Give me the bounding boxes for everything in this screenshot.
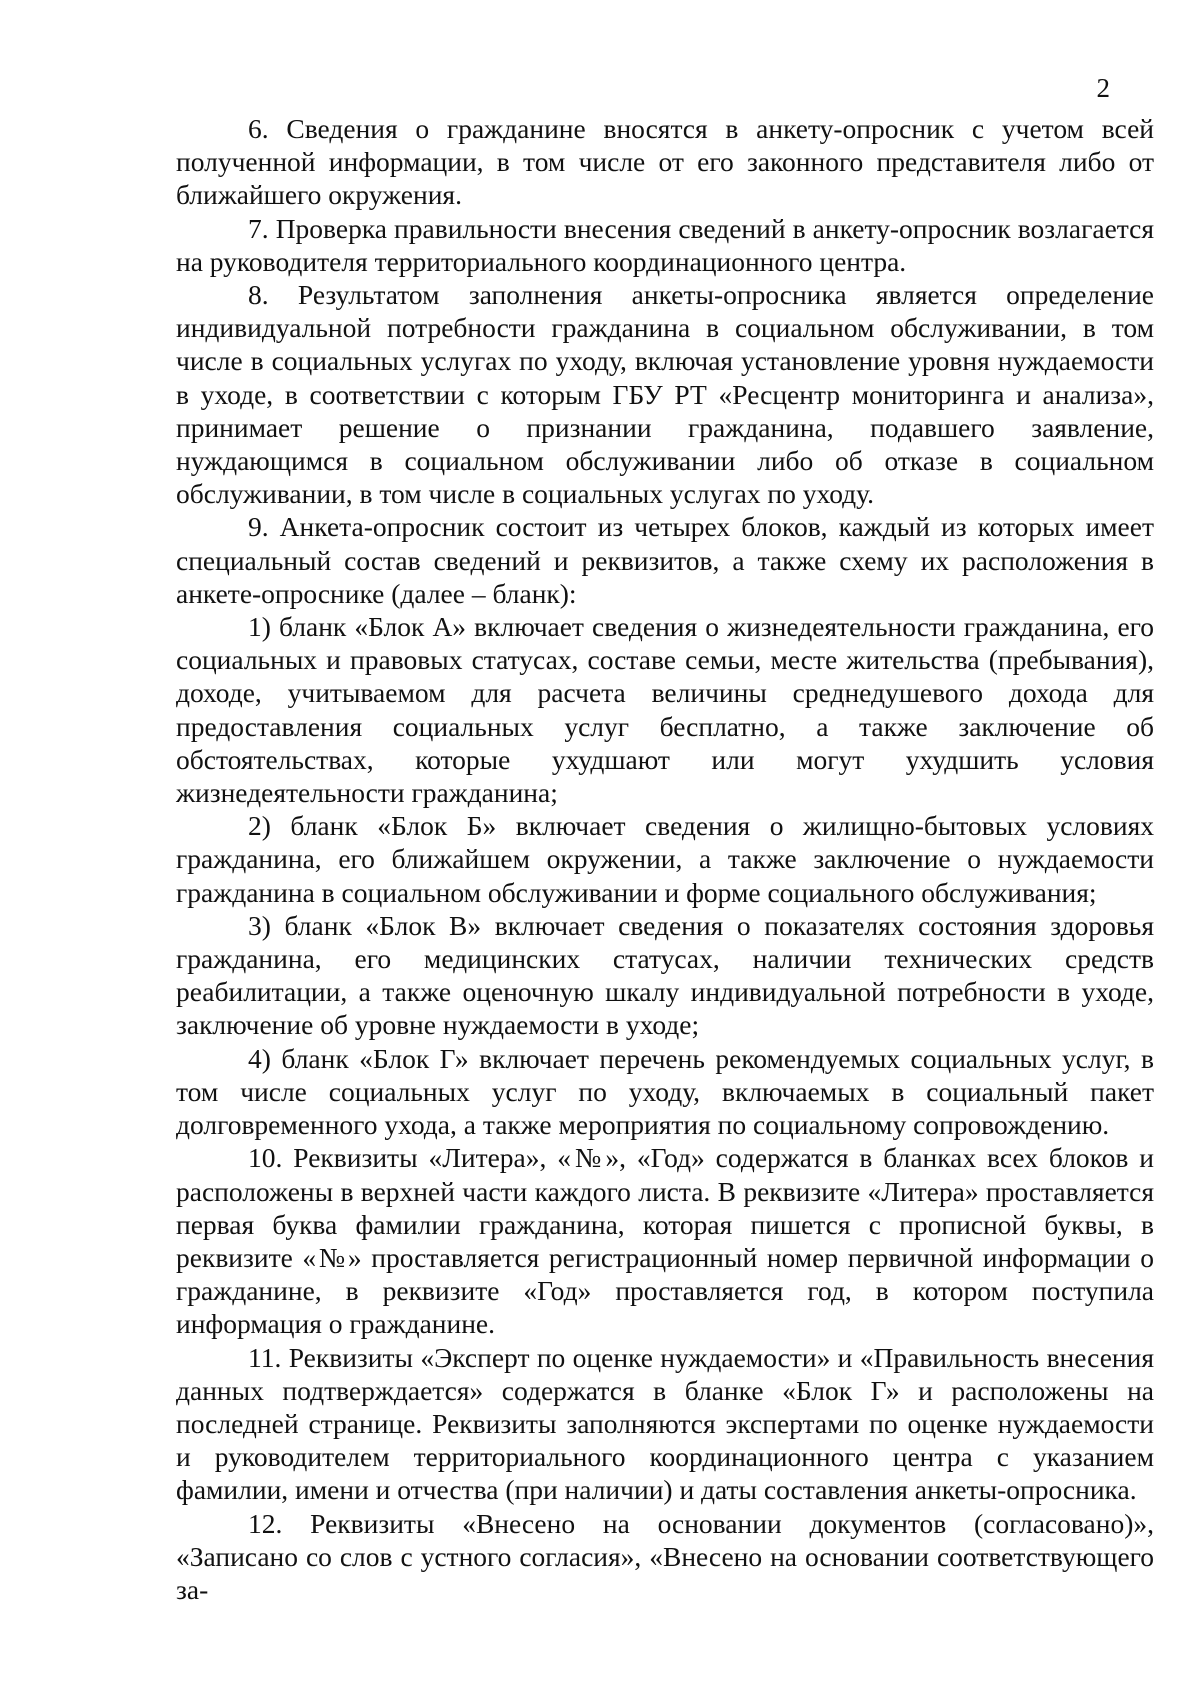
paragraph-12: 12. Реквизиты «Внесено на основании документов (согласовано)», «Записано со слов с устного согласия», «Внесено на основании соответствующего за- (176, 1507, 1154, 1605)
paragraph-9: 9. Анкета-опросник состоит из четырех блоков, каждый из которых имеет специальный состав сведений и реквизитов, а также схему их расположения в анкете-опроснике (далее – бланк): (176, 511, 1154, 609)
paragraph-8: 8. Результатом заполнения анкеты-опросника является определение индивидуальной потребности гражданина в социальном обслуживании, в том числе в социальных услугах по уходу, включая установление уровня нуждаемости в уходе, в соответствии с которым ГБУ РТ «Ресцентр мониторинга и анализа», принимает решение о признании гражданина, подавшего заявление, нуждающимся в социальном обслуживании либо об отказе в социальном обслуживании, в том числе в социальных услугах по уходу. (176, 279, 1154, 510)
paragraph-6: 6. Сведения о гражданине вносятся в анкету-опросник с учетом всей полученной информации, в том числе от его законного представителя либо от ближайшего окружения. (176, 113, 1154, 211)
paragraph-11: 11. Реквизиты «Эксперт по оценке нуждаемости» и «Правильность внесения данных подтверждается» содержатся в бланке «Блок Г» и расположены на последней странице. Реквизиты заполняются экспертами по оценке нуждаемости и руководителем территориального координационного центра с указанием фамилии, имени и отчества (при наличии) и даты составления анкеты-опросника. (176, 1341, 1154, 1506)
page-number: 2 (1096, 73, 1110, 103)
document-body (176, 112, 1154, 1606)
paragraph-10: 10. Реквизиты «Литера», «№», «Год» содержатся в бланках всех блоков и расположены в верхней части каждого листа. В реквизите «Литера» проставляется первая буква фамилии гражданина, которая пишется с прописной буквы, в реквизите «№» проставляется регистрационный номер первичной информации о гражданине, в реквизите «Год» проставляется год, в котором поступила информация о гражданине. (176, 1142, 1154, 1340)
paragraph-9-item-1: 1) бланк «Блок А» включает сведения о жизнедеятельности гражданина, его социальных и правовых статусах, составе семьи, месте жительства (пребывания), доходе, учитываемом для расчета величины среднедушевого дохода для предоставления социальных услуг бесплатно, а также заключение об обстоятельствах, которые ухудшают или могут ухудшить условия жизнедеятельности гражданина; (176, 611, 1154, 809)
paragraph-9-item-3: 3) бланк «Блок В» включает сведения о показателях состояния здоровья гражданина, его медицинских статусах, наличии технических средств реабилитации, а также оценочную шкалу индивидуальной потребности в уходе, заключение об уровне нуждаемости в уходе; (176, 909, 1154, 1041)
paragraph-9-item-4: 4) бланк «Блок Г» включает перечень рекомендуемых социальных услуг, в том числе социальных услуг по уходу, включаемых в социальный пакет долговременного ухода, а также мероприятия по социальному сопровождению. (176, 1042, 1154, 1141)
paragraph-9-item-2: 2) бланк «Блок Б» включает сведения о жилищно-бытовых условиях гражданина, его ближайшем окружении, а также заключение о нуждаемости гражданина в социальном обслуживании и форме социального обслуживания; (176, 810, 1154, 908)
paragraph-7: 7. Проверка правильности внесения сведений в анкету-опросник возлагается на руководителя территориального координационного центра. (176, 212, 1154, 277)
